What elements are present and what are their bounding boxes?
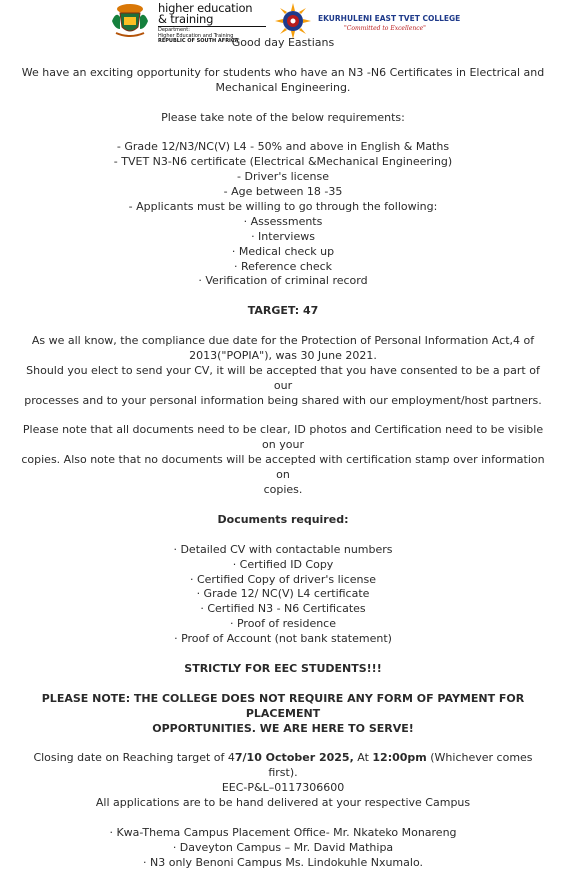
delivery-instruction: All applications are to be hand delivered at your respective Campus [95,796,471,810]
requirement-item: - Grade 12/N3/NC(V) L4 - 50% and above in English & Maths [116,140,450,154]
dhet-country: REPUBLIC OF SOUTH AFRICA [158,38,239,44]
closing-suffix: (Whichever comes first). [268,751,533,780]
closing-date-line [18,751,548,781]
target: TARGET: 47 [247,304,319,318]
document-item: · Grade 12/ NC(V) L4 certificate [196,587,370,601]
document-item: · Detailed CV with contactable numbers [173,542,393,556]
requirement-item: · Verification of criminal record [198,274,368,288]
requirement-item: · Interviews [251,229,315,243]
requirement-item: · Medical check up [231,244,335,258]
popia-line: processes and to your personal information being shared with our employment/host partners. [24,393,542,407]
requirement-item: - Driver's license [237,170,329,184]
payment-notice-line: PLEASE NOTE: THE COLLEGE DOES NOT REQUIRE ANY FORM OF PAYMENT FOR PLACEMENT [41,691,525,720]
documents-heading: Documents required: [217,512,349,526]
campus-contact: · N3 only Benoni Campus Ms. Lindokuhle Nxumalo. [143,855,423,869]
dhet-title-line1: higher education [158,1,253,15]
document-item: · Proof of Account (not bank statement) [174,632,392,646]
document-item: · Proof of residence [229,617,336,631]
documents-note-line: copies. [263,483,303,497]
greeting: Good day Eastians [231,36,335,49]
closing-time: 12:00pm [372,751,427,765]
dhet-department-name: Higher Education and Training [158,32,234,39]
requirement-item: - Applicants must be willing to go through the following: [128,199,438,213]
requirements-heading: Please take note of the below requirements: [161,110,405,124]
requirement-item: · Reference check [233,259,333,273]
college-name: EKURHULENI EAST TVET COLLEGE [318,14,461,23]
dhet-title-line2: & training [158,12,214,26]
intro-line: We have an exciting opportunity for students who have an N3 -N6 Certificates in Electrical and [21,65,545,79]
campus-contact: · Kwa-Thema Campus Placement Office- Mr. Nkateko Monareng [109,825,457,839]
popia-line: 2013("POPIA"), was 30 June 2021. [189,348,377,362]
intro-line: Mechanical Engineering. [215,80,351,94]
strictly-notice: STRICTLY FOR EEC STUDENTS!!! [184,661,382,675]
college-slogan: "Committed to Excellence" [344,25,426,32]
document-item: · Certified ID Copy [232,557,334,571]
reference-number: EEC-P&L–0117306600 [221,781,345,795]
requirement-item: · Assessments [243,214,323,228]
payment-notice-line: OPPORTUNITIES. WE ARE HERE TO SERVE! [152,721,414,735]
requirement-item: - TVET N3-N6 certificate (Electrical &Mechanical Engineering) [113,155,453,169]
campus-contact: · Daveyton Campus – Mr. David Mathipa [172,840,394,854]
requirement-item: - Age between 18 -35 [223,185,343,199]
college-sun-logo-icon [274,2,312,40]
documents-note-line: copies. Also note that no documents will be accepted with certification stamp over information on [21,453,545,482]
popia-line: Should you elect to send your CV, it will be accepted that you have consented to be a part of our [26,363,540,392]
coat-of-arms-icon [108,3,152,39]
document-item: · Certified N3 - N6 Certificates [200,602,366,616]
documents-note-line: Please note that all documents need to be clear, ID photos and Certification need to be visible on your [22,423,544,452]
closing-at: At [353,751,373,765]
dhet-department: Department: [158,27,190,33]
document-item: · Certified Copy of driver's license [189,572,377,586]
closing-date: 7/10 October 2025, [234,751,354,765]
popia-line: As we all know, the compliance due date for the Protection of Personal Information Act,4 of [31,334,535,348]
closing-prefix: Closing date on Reaching target of 4 [33,751,235,765]
